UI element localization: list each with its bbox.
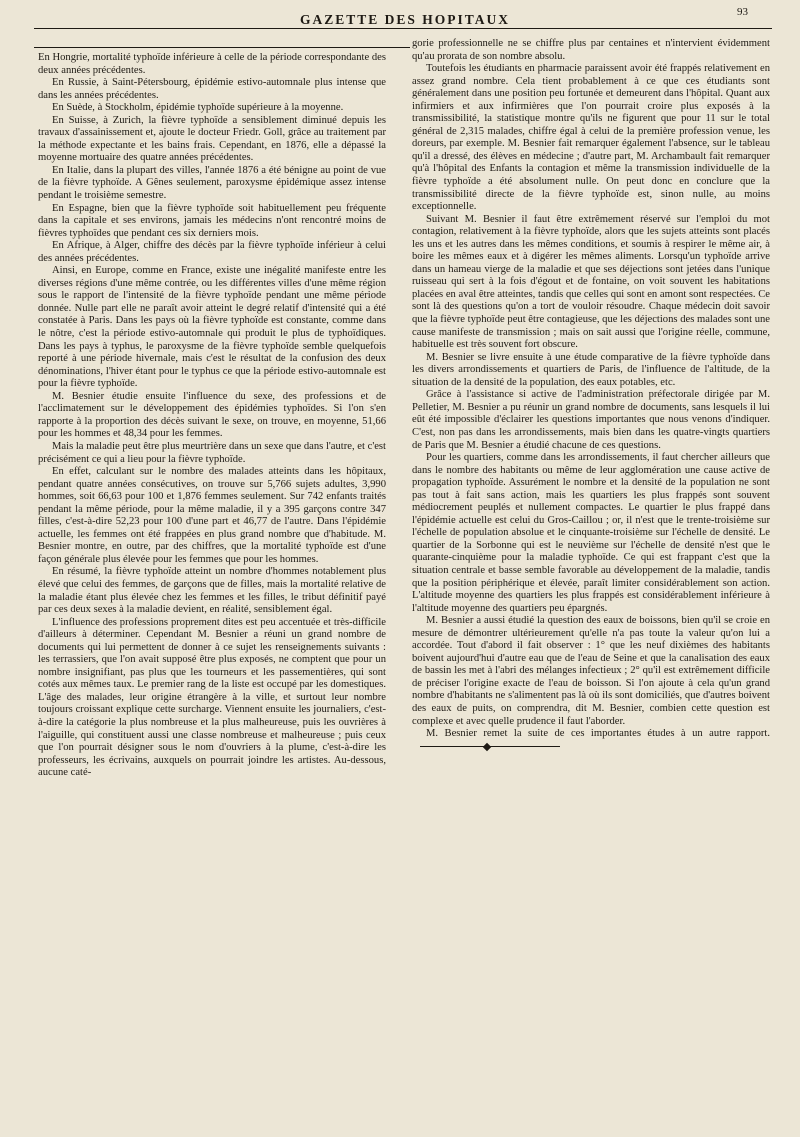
- paragraph: Toutefois les étudiants en pharmacie paraissent avoir été frappés relativement en assez grand nombre. Cela tient probablement à ce que ces étudiants sont généralement dans une position peu fortunée et demeurent dans l'hôpital. Quant aux infirmiers et aux infirmières que l'on pourrait croire plus exposés à la transmissibilité, la statistique montre qu'ils ne figurent que pour 11 sur le total général de 2,315 malades, chiffre égal à celui de la première profession venue, les doreurs, par exemple. M. Besnier fait remarquer également l'absence, sur le tableau qu'il a dressé, des élèves en médecine ; d'autre part, M. Archambault fait remarquer qu'à l'hôpital des Enfants la contagion et même la transmission individuelle de la fièvre typhoïde a été absolument nulle. On peut donc en conclure que la transmissibilité directe de la fièvre typhoïde est, sinon nulle, au moins exceptionnelle.: [412, 63, 770, 213]
- paragraph: En Hongrie, mortalité typhoïde inférieure à celle de la période correspondante des deux années précédentes.: [38, 52, 386, 76]
- paragraph: Mais la maladie peut être plus meurtrière dans un sexe que dans l'autre, et c'est précisément ce qui a lieu pour la fièvre typhoïde.: [38, 440, 386, 465]
- paragraph: En Suède, à Stockholm, épidémie typhoïde supérieure à la moyenne.: [52, 102, 344, 114]
- section-rule: [34, 47, 410, 48]
- paragraph: M. Besnier se livre ensuite à une étude comparative de la fièvre typhoïde dans les divers arrondissements et quartiers de Paris, de l'influence de l'altitude, de la situation de la densité de la population, des eaux potables, etc.: [412, 351, 770, 388]
- paragraph: M. Besnier étudie ensuite l'influence du sexe, des professions et de l'acclimatement sur le développement des épidémies typhoïdes. Si l'on s'en rapporte à la proportion des décès suivant le sexe, on trouve, en moyenne, 51,66 pour les hommes et 48,34 pour les femmes.: [38, 390, 386, 440]
- paragraph: Grâce à l'assistance si active de l'administration préfectorale dirigée par M. Pelletier, M. Besnier a pu réunir un grand nombre de documents, sans lesquels il lui eût été impossible d'éclairer les questions importantes que nous venons d'indiquer. C'est, non pas dans les arrondissements, mais bien dans les quatre-vingts quartiers de Paris que M. Besnier a étudié chacune de ces questions.: [412, 389, 770, 451]
- paragraph: Ainsi, en Europe, comme en France, existe une inégalité manifeste entre les diverses régions d'une même contrée, ou les différentes villes d'une même région sous le rapport de l'intensité de la fièvre typhoïde pendant une même période donnée. Nulle part elle ne paraît avoir atteint le degré relatif d'intensité qui a été constatée à Paris. Dans les pays où la fièvre typhoïde est constante, comme dans le nôtre, c'est la période estivo-automnale qui produit le plus de typhoïdiques. Dans les pays à typhus, le paroxysme de la fièvre typhoïde semble quelquefois reporté à une période hivernale, mais c'est le résultat de la confusion des deux dénominations, l'hiver étant pour le typhus ce que la période estivo-automnale est pour la fièvre typhoïde.: [38, 265, 386, 390]
- paragraph: En Espagne, bien que la fièvre typhoïde soit habituellement peu fréquente dans la capitale et ses environs, jamais les médecins n'ont rencontré moins de fièvres typhoïdes que pendant ces six derniers mois.: [38, 202, 386, 239]
- paragraph: En résumé, la fièvre typhoïde atteint un nombre d'hommes notablement plus élevé que celui des femmes, de garçons que de filles, mais la mortalité relative de la maladie étant plus élevée chez les femmes et les filles, le tribut définitif payé par ces deux sexes à la maladie devient, en réalité, sensiblement égal.: [38, 566, 386, 616]
- page-header: [34, 6, 776, 34]
- right-column: [412, 38, 770, 753]
- running-title: GAZETTE DES HOPITAUX: [299, 12, 511, 27]
- paragraph: En Italie, dans la plupart des villes, l'année 1876 a été bénigne au point de vue de la fièvre typhoïde. A Gênes seulement, paroxysme épidémique assez intense pendant le troisième semestre.: [38, 164, 386, 202]
- paragraph: En Afrique, à Alger, chiffre des décès par la fièvre typhoïde inférieur à celui des années précédentes.: [38, 240, 386, 264]
- page-number: 93: [737, 6, 748, 18]
- end-ornament: [420, 746, 560, 747]
- paragraph: En Suisse, à Zurich, la fièvre typhoïde a sensiblement diminué depuis les travaux d'assainissement et, ajoute le docteur Friedr. Goll, grâce au traitement par la méthode expectante et les bains frais. Cependant, en 1876, elle a dépassé la moyenne mortuaire des quatre années précédentes.: [38, 114, 386, 164]
- paragraph: M. Besnier a aussi étudié la question des eaux de boissons, bien qu'il se croie en mesure de démontrer ultérieurement qu'elle n'a pas toute la valeur qu'on lui a accordée. Tout d'abord il fait observer : 1° que les neuf dixièmes des habitants boivent aujourd'hui d'autre eau que de l'eau de Seine et que la canalisation des eaux de bassin les met à l'abri des mélanges infectieux ; 2° qu'il est extrêmement difficile de préciser l'origine exacte de l'eau de boisson. Si l'on ajoute à cela qu'un grand nombre d'habitants ne s'alimentent pas là où ils sont domiciliés, que d'autres boivent des eaux de puits, on comprendra, dit M. Besnier, combien cette question est complexe et avec quelle prudence il faut l'aborder.: [412, 615, 770, 727]
- paragraph: En effet, calculant sur le nombre des malades atteints dans les hôpitaux, pendant quatre années consécutives, on trouve sur 5,766 sujets adultes, 3,990 hommes, soit 66,63 pour 100 et 1,876 femmes seulement. Sur 742 enfants traités pendant la même période, pour la même maladie, il y a 395 garçons contre 347 filles, c'est-à-dire 52,23 pour 100 d'une part et 46,77 de l'autre. Dans l'épidémie actuelle, les femmes ont été frappées en plus grand nombre que d'habitude. M. Besnier montre, en outre, par des chiffres, que la mortalité typhoïde est d'une façon générale plus élevée pour les femmes que pour les hommes.: [38, 466, 386, 565]
- paragraph: L'influence des professions proprement dites est peu accentuée et très-difficile d'ailleurs à déterminer. Cependant M. Besnier a réuni un grand nombre de documents qui lui permettent de donner à ce sujet les renseignements suivants : les terrassiers, que l'on avait supposé être plus exposés, ne comptent que pour un nombre insignifiant, pas plus que les tourneurs et les passementières, qui sont cotés aux mêmes taux. Le premier rang de la liste est occupé par les domestiques. L'âge des malades, leur origine étrangère à la ville, et surtout leur nombre toujours croissant explique cette surcharge. Viennent ensuite les journaliers, c'est-à-dire la catégorie la plus nombreuse et la plus malheureuse, puis les ouvrières à l'aiguille, qui constituent aussi une classe nombreuse et malheureuse ; puis ceux que l'on pourrait désigner sous le nom d'ouvriers à la plume, c'est-à-dire les professeurs, les écrivains, auxquels on pourrait joindre les artistes. Au-dessous, aucune caté-: [38, 616, 386, 779]
- header-rule: [34, 28, 772, 29]
- paragraph: Suivant M. Besnier il faut être extrêmement réservé sur l'emploi du mot contagion, relativement à la fièvre typhoïde, alors que les sujets atteints sont placés les uns et les autres dans les mêmes conditions, et soumis à respirer le même air, à boire les mêmes eaux et à digérer les mêmes aliments. Lorsqu'un typhoïde arrive dans un hameau vierge de la maladie et que ses déjections sont jetées dans l'unique ruisseau qui sert à la fois d'égout et de fontaine, on voit souvent les habitations placées en aval être atteintes, tandis que celles qui sont en amont sont respectées. Ce sont là des questions qu'on a tort de vouloir résoudre. Chaque médecin doit savoir que la fièvre typhoïde peut être contagieuse, que les déjections des malades sont une cause manifeste de transmission ; mais on sait aussi que l'origine réelle, commune, habituelle est très souvent fort obscure.: [412, 213, 770, 351]
- closing-paragraph: [412, 728, 770, 753]
- paragraph: Pour les quartiers, comme dans les arrondissements, il faut chercher ailleurs que dans le nombre des habitants ou même de leur agglomération une cause active de propagation typhoïde. Assurément le nombre et la densité de la population ne sont pas tout à fait sans action, mais les quartiers les plus frappés sont souvent médiocrement peuplés et nullement compactes. Le quartier le plus frappé dans l'épidémie actuelle est celui du Gros-Caillou ; or, il n'est que le trente-troisième sur l'échelle de population absolue et le cinquante-troisième sur l'échelle de densité. Le quartier de la Sorbonne qui est le neuvième sur l'échelle de densité n'est que le quarante-cinquième pour la maladie typhoïde. Ce qui est frappant c'est que la situation centrale et basse semble favorable au développement de la maladie, tandis que la position périphérique et élevée, paraît limiter considérablement son action. L'altitude moyenne des quartiers les plus frappés est considérablement inférieure à l'altitude moyenne des quartiers peu épargnés.: [412, 452, 770, 614]
- closing-text: M. Besnier remet la suite de ces importantes études à un autre rapport.: [426, 728, 770, 740]
- paragraph: En Russie, à Saint-Pétersbourg, épidémie estivo-automnale plus intense que dans les années précédentes.: [38, 77, 386, 101]
- paragraph: gorie professionnelle ne se chiffre plus par centaines et n'intervient évidemment qu'au prorata de son nombre absolu.: [412, 38, 770, 62]
- left-column: [38, 52, 386, 780]
